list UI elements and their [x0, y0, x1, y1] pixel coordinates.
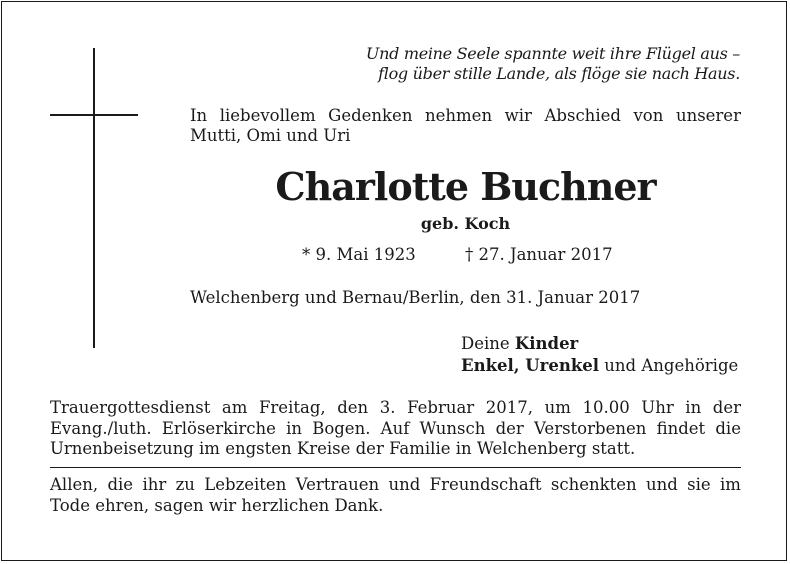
service-line [50, 398, 741, 419]
word: 2017, [485, 398, 534, 417]
word: Auf [380, 418, 410, 438]
intro-line [190, 106, 741, 126]
epitaph-quote [300, 44, 740, 84]
word: Freundschaft [429, 475, 542, 494]
word: Verstorbenen [534, 418, 647, 438]
word: Bogen. [312, 418, 371, 438]
signature-line [461, 333, 738, 355]
word: und [388, 475, 421, 494]
word: die [107, 475, 134, 494]
word: und [645, 475, 678, 494]
signature-relatives: und Angehörige [604, 356, 739, 375]
word: Erlöserkirche [161, 418, 276, 438]
word: die [715, 418, 741, 438]
signature-children: Kinder [514, 334, 579, 353]
quote-line: flog über stille Lande, als flöge sie nach Haus. [378, 64, 740, 83]
word: am [221, 398, 248, 417]
word: findet [656, 418, 706, 438]
word: Freitag, [258, 398, 326, 417]
intro-line: Mutti, Omi und Uri [190, 126, 351, 145]
word: ihr [142, 475, 167, 494]
word: den [337, 398, 369, 417]
word: Vertrauen [295, 475, 380, 494]
word: Lebzeiten [204, 475, 287, 494]
signature-line [461, 355, 738, 377]
word: in [286, 418, 302, 438]
word: von [633, 106, 664, 125]
word: um [544, 398, 571, 417]
word: Trauergottesdienst [50, 398, 211, 417]
service-line [50, 419, 741, 440]
word: Gedenken [328, 106, 413, 125]
word: in [685, 398, 702, 417]
word: wir [504, 106, 532, 125]
word: Wunsch [419, 418, 486, 438]
signature-grandchildren: Enkel, Urenkel [461, 356, 600, 375]
deceased-name: Charlotte Buchner [275, 164, 656, 209]
birth-date: * 9. Mai 1923 [302, 245, 416, 264]
word: 10.00 [582, 398, 630, 417]
cross-icon-bar [50, 114, 138, 116]
maiden-name: geb. Koch [420, 214, 511, 233]
word: Uhr [641, 398, 674, 417]
word: 3. [379, 398, 396, 417]
mourners-signature [461, 333, 738, 377]
thanks-line [50, 475, 741, 496]
place-and-date: Welchenberg und Bernau/Berlin, den 31. Januar 2017 [190, 288, 641, 307]
word: sie [687, 475, 711, 494]
word: der [712, 398, 741, 417]
word: zu [175, 475, 195, 494]
word: In [190, 106, 208, 125]
divider [50, 467, 741, 468]
word: Abschied [544, 106, 621, 125]
word: unserer [675, 106, 741, 125]
word: schenkten [550, 475, 637, 494]
word: liebevollem [219, 106, 316, 125]
service-line: Urnenbeisetzung im engsten Kreise der Familie in Welchenberg statt. [50, 439, 636, 458]
thanks-line: Tode ehren, sagen wir herzlichen Dank. [50, 495, 384, 515]
intro-text [190, 106, 741, 146]
word: Evang./luth. [50, 418, 152, 438]
word: Februar [407, 398, 475, 417]
funeral-service-info [50, 398, 741, 460]
signature-prefix: Deine [461, 334, 510, 353]
thanks-text [50, 475, 741, 516]
word: Allen, [50, 475, 99, 494]
word: der [495, 418, 524, 438]
word: im [720, 475, 741, 494]
death-date: † 27. Januar 2017 [465, 245, 613, 264]
quote-line: Und meine Seele spannte weit ihre Flügel aus – [365, 44, 740, 63]
cross-icon [93, 48, 95, 348]
word: nehmen [425, 106, 493, 125]
